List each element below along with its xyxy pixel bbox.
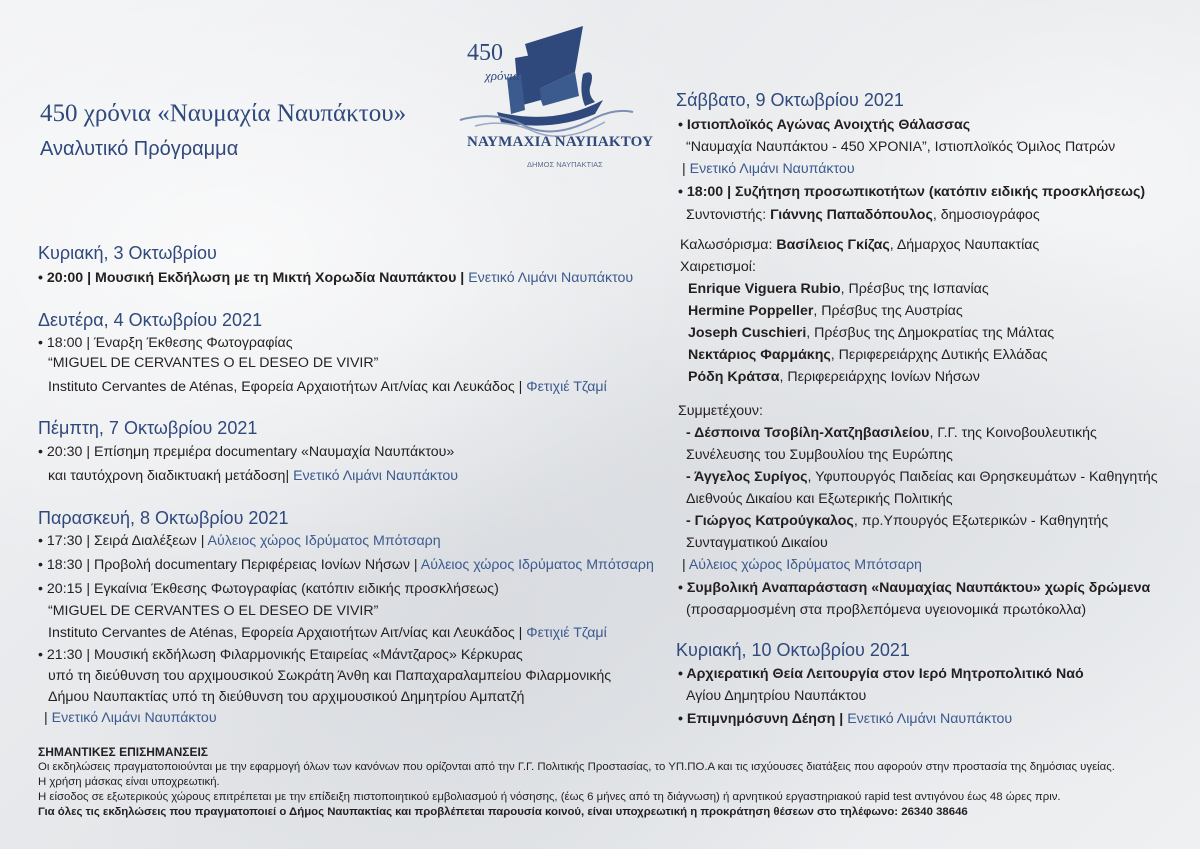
event-line	[48, 376, 607, 398]
event-line	[688, 366, 980, 388]
day-heading-sun-10: Κυριακή, 10 Οκτωβρίου 2021	[676, 640, 910, 660]
event-text: |	[44, 710, 52, 726]
event-line: Δήμου Ναυπακτίας υπό τη διεύθυνση του αρχιμουσικού Δημητρίου Αμπατζή	[48, 689, 525, 705]
event-line	[48, 465, 458, 487]
person-role: , Πρέσβυς της Ισπανίας	[840, 281, 989, 297]
venue-link[interactable]: Φετιχιέ Τζαμί	[526, 379, 607, 395]
event-text: |	[682, 557, 689, 573]
person-role: , πρ.Υπουργός Εξωτερικών - Καθηγητής	[853, 513, 1109, 529]
person-role: , Πρέσβυς της Δημοκρατίας της Μάλτας	[806, 325, 1055, 341]
day-heading-sat-9: Σάββατο, 9 Οκτωβρίου 2021	[676, 90, 904, 110]
event-line	[688, 344, 1047, 366]
event-line	[682, 158, 855, 180]
event-line: Συνέλευσης του Συμβουλίου της Ευρώπης	[686, 447, 953, 463]
label-text: Καλωσόρισμα:	[680, 237, 777, 253]
event-line	[688, 300, 963, 322]
event-line	[48, 622, 607, 644]
day-heading-fri-8: Παρασκευή, 8 Οκτωβρίου 2021	[38, 508, 289, 528]
event-line: • Συμβολική Αναπαράσταση «Ναυμαχίας Ναυπάκτου» χωρίς δρώμενα	[678, 580, 1151, 596]
event-text: • 17:30 | Σειρά Διαλέξεων |	[38, 533, 208, 549]
event-line: • Ιστιοπλοϊκός Αγώνας Ανοιχτής Θάλασσας	[678, 117, 971, 133]
note-line: Οι εκδηλώσεις πραγματοποιούνται με την εφαρμογή όλων των κανόνων που ορίζονται από την Γ.Γ. Πολιτικής Προστασίας, το ΥΠ.ΠΟ.Α και τις ισχύουσες διατάξεις που αφορούν στην προστασία της δημόσιας υγείας.	[38, 761, 1115, 773]
important-notes	[38, 745, 1115, 820]
event-line: “Ναυμαχία Ναυπάκτου - 450 ΧΡΟΝΙΑ”, Ιστιοπλοϊκός Όμιλος Πατρών	[686, 139, 1116, 155]
event-line: “MIGUEL DE CERVANTES O EL DESEO DE VIVIR”	[48, 355, 379, 371]
event-line: • 20:15 | Εγκαίνια Έκθεσης Φωτογραφίας (κατόπιν ειδικής προσκλήσεως)	[38, 581, 499, 597]
person-role: , Περιφερειάρχης Ιονίων Νήσων	[779, 369, 980, 385]
event-text: |	[682, 161, 690, 177]
logo-municipality: ΔΗΜΟΣ ΝΑΥΠΑΚΤΙΑΣ	[527, 160, 603, 169]
event-line	[678, 708, 1012, 730]
person-name: Βασίλειος Γκίζας	[776, 237, 890, 253]
day-heading-thu-7: Πέμπτη, 7 Οκτωβρίου 2021	[38, 418, 258, 438]
venue-link[interactable]: Ενετικό Λιμάνι Ναυπάκτου	[468, 270, 634, 286]
person-name: Ρόδη Κράτσα	[688, 369, 780, 385]
event-line: • 18:00 | Συζήτηση προσωπικοτήτων (κατόπιν ειδικής προσκλήσεως)	[678, 184, 1146, 200]
page-subtitle: Αναλυτικό Πρόγραμμα	[40, 138, 239, 160]
event-line	[686, 422, 1097, 444]
event-line	[44, 707, 217, 729]
notes-title: ΣΗΜΑΝΤΙΚΕΣ ΕΠΙΣΗΜΑΝΣΕΙΣ	[38, 745, 209, 759]
event-line	[688, 322, 1054, 344]
note-line: Η είσοδος σε εξωτερικούς χώρους επιτρέπεται με την επίδειξη πιστοποιητικού εμβολιασμού ή νόσησης, (έως 6 μήνες από τη διάγνωση) ή αρνητικού εργαστηριακού rapid test αντιγόνου έως 48 ώρες πριν.	[38, 791, 1061, 803]
event-text: Instituto Cervantes de Aténas, Εφορεία Αρχαιοτήτων Αιτ/νίας και Λευκάδος |	[48, 379, 527, 395]
event-line	[686, 466, 1158, 488]
logo-number: 450	[467, 40, 503, 66]
person-role: , Περιφερειάρχης Δυτικής Ελλάδας	[830, 347, 1048, 363]
venue-link[interactable]: Ενετικό Λιμάνι Ναυπάκτου	[293, 468, 459, 484]
day-heading-sun-3: Κυριακή, 3 Οκτωβρίου	[38, 243, 217, 263]
venue-link[interactable]: Ενετικό Λιμάνι Ναυπάκτου	[847, 711, 1013, 727]
logo-name: ΝΑΥΜΑΧΙΑ ΝΑΥΠΑΚΤΟΥ	[467, 134, 654, 150]
person-name: Enrique Viguera Rubio	[688, 281, 841, 297]
event-line: υπό τη διεύθυνση του αρχιμουσικού Σωκράτη Άνθη και Παπαχαραλαμπείου Φιλαρμονικής	[48, 668, 612, 684]
page-title: 450 χρόνια «Ναυμαχία Ναυπάκτου»	[40, 100, 407, 127]
venue-link[interactable]: Αύλειος χώρος Ιδρύματος Μπότσαρη	[207, 533, 441, 549]
event-line	[38, 530, 441, 552]
day-heading-mon-4: Δευτέρα, 4 Οκτωβρίου 2021	[38, 310, 263, 330]
event-line: (προσαρμοσμένη στα προβλεπόμενα υγειονομικά πρωτόκολλα)	[686, 602, 1087, 618]
event-line: • 21:30 | Μουσική εκδήλωση Φιλαρμονικής Εταιρείας «Μάντζαρος» Κέρκυρας	[38, 647, 523, 663]
event-line: Συμμετέχουν:	[678, 403, 763, 419]
note-line: Η χρήση μάσκας είναι υποχρεωτική.	[38, 776, 220, 788]
event-line	[682, 554, 922, 576]
event-line: • 18:00 | Έναρξη Έκθεσης Φωτογραφίας	[38, 335, 293, 351]
event-line: • 20:30 | Επίσημη πρεμιέρα documentary «Ναυμαχία Ναυπάκτου»	[38, 444, 455, 460]
person-name: Γιάννης Παπαδόπουλος	[770, 207, 933, 223]
event-line: Χαιρετισμοί:	[680, 259, 756, 275]
person-name: Hermine Poppeller	[688, 303, 814, 319]
event-text: • Επιμνημόσυνη Δέηση |	[678, 711, 848, 727]
venue-link[interactable]: Ενετικό Λιμάνι Ναυπάκτου	[51, 710, 217, 726]
event-line: Αγίου Δημητρίου Ναυπάκτου	[686, 688, 867, 704]
venue-link[interactable]: Αύλειος χώρος Ιδρύματος Μπότσαρη	[688, 557, 922, 573]
person-name: - Δέσποινα Τσοβίλη-Χατζηβασιλείου	[686, 425, 930, 441]
event-line: “MIGUEL DE CERVANTES O EL DESEO DE VIVIR”	[48, 603, 379, 619]
event-text: • 20:00 | Μουσική Εκδήλωση με τη Μικτή Χορωδία Ναυπάκτου |	[38, 270, 469, 286]
person-role: , Υφυπουργός Παιδείας και Θρησκευμάτων - Καθηγητής	[807, 469, 1158, 485]
person-name: - Γιώργος Κατρούγκαλος	[686, 513, 854, 529]
person-name: Νεκτάριος Φαρμάκης	[688, 347, 831, 363]
event-line	[688, 278, 989, 300]
event-line: Συνταγματικού Δικαίου	[686, 535, 828, 551]
person-role: , Γ.Γ. της Κοινοβουλευτικής	[929, 425, 1097, 441]
event-line: • Αρχιερατική Θεία Λειτουργία στον Ιερό Μητροπολιτικό Ναό	[678, 666, 1084, 682]
event-line	[38, 267, 633, 289]
event-text: και ταυτόχρονη διαδικτυακή μετάδοση|	[48, 468, 294, 484]
event-text: • 18:30 | Προβολή documentary Περιφέρειας Ιονίων Νήσων |	[38, 557, 421, 573]
event-text: Instituto Cervantes de Aténas, Εφορεία Αρχαιοτήτων Αιτ/νίας και Λευκάδος |	[48, 625, 527, 641]
event-line	[680, 234, 1039, 256]
person-name: - Άγγελος Συρίγος	[686, 469, 808, 485]
person-role: , Πρέσβυς της Αυστρίας	[813, 303, 963, 319]
note-line: Για όλες τις εκδηλώσεις που πραγματοποιεί ο Δήμος Ναυπακτίας και προβλέπεται παρουσία κοινού, είναι υποχρεωτική η προκράτηση θέσεων στο τηλέφωνο: 26340 38646	[38, 806, 968, 818]
person-name: Joseph Cuschieri	[688, 325, 807, 341]
event-line	[38, 554, 654, 576]
label-text: Συντονιστής:	[686, 207, 771, 223]
event-line: Διεθνούς Δικαίου και Εξωτερικής Πολιτικής	[686, 491, 953, 507]
event-line	[686, 204, 1040, 226]
logo	[455, 14, 655, 184]
venue-link[interactable]: Φετιχιέ Τζαμί	[526, 625, 607, 641]
venue-link[interactable]: Ενετικό Λιμάνι Ναυπάκτου	[689, 161, 855, 177]
venue-link[interactable]: Αύλειος χώρος Ιδρύματος Μπότσαρη	[420, 557, 654, 573]
event-line	[686, 510, 1108, 532]
logo-word: χρόνια	[485, 68, 520, 83]
person-role: , δημοσιογράφος	[932, 207, 1040, 223]
person-role: , Δήμαρχος Ναυπακτίας	[889, 237, 1040, 253]
